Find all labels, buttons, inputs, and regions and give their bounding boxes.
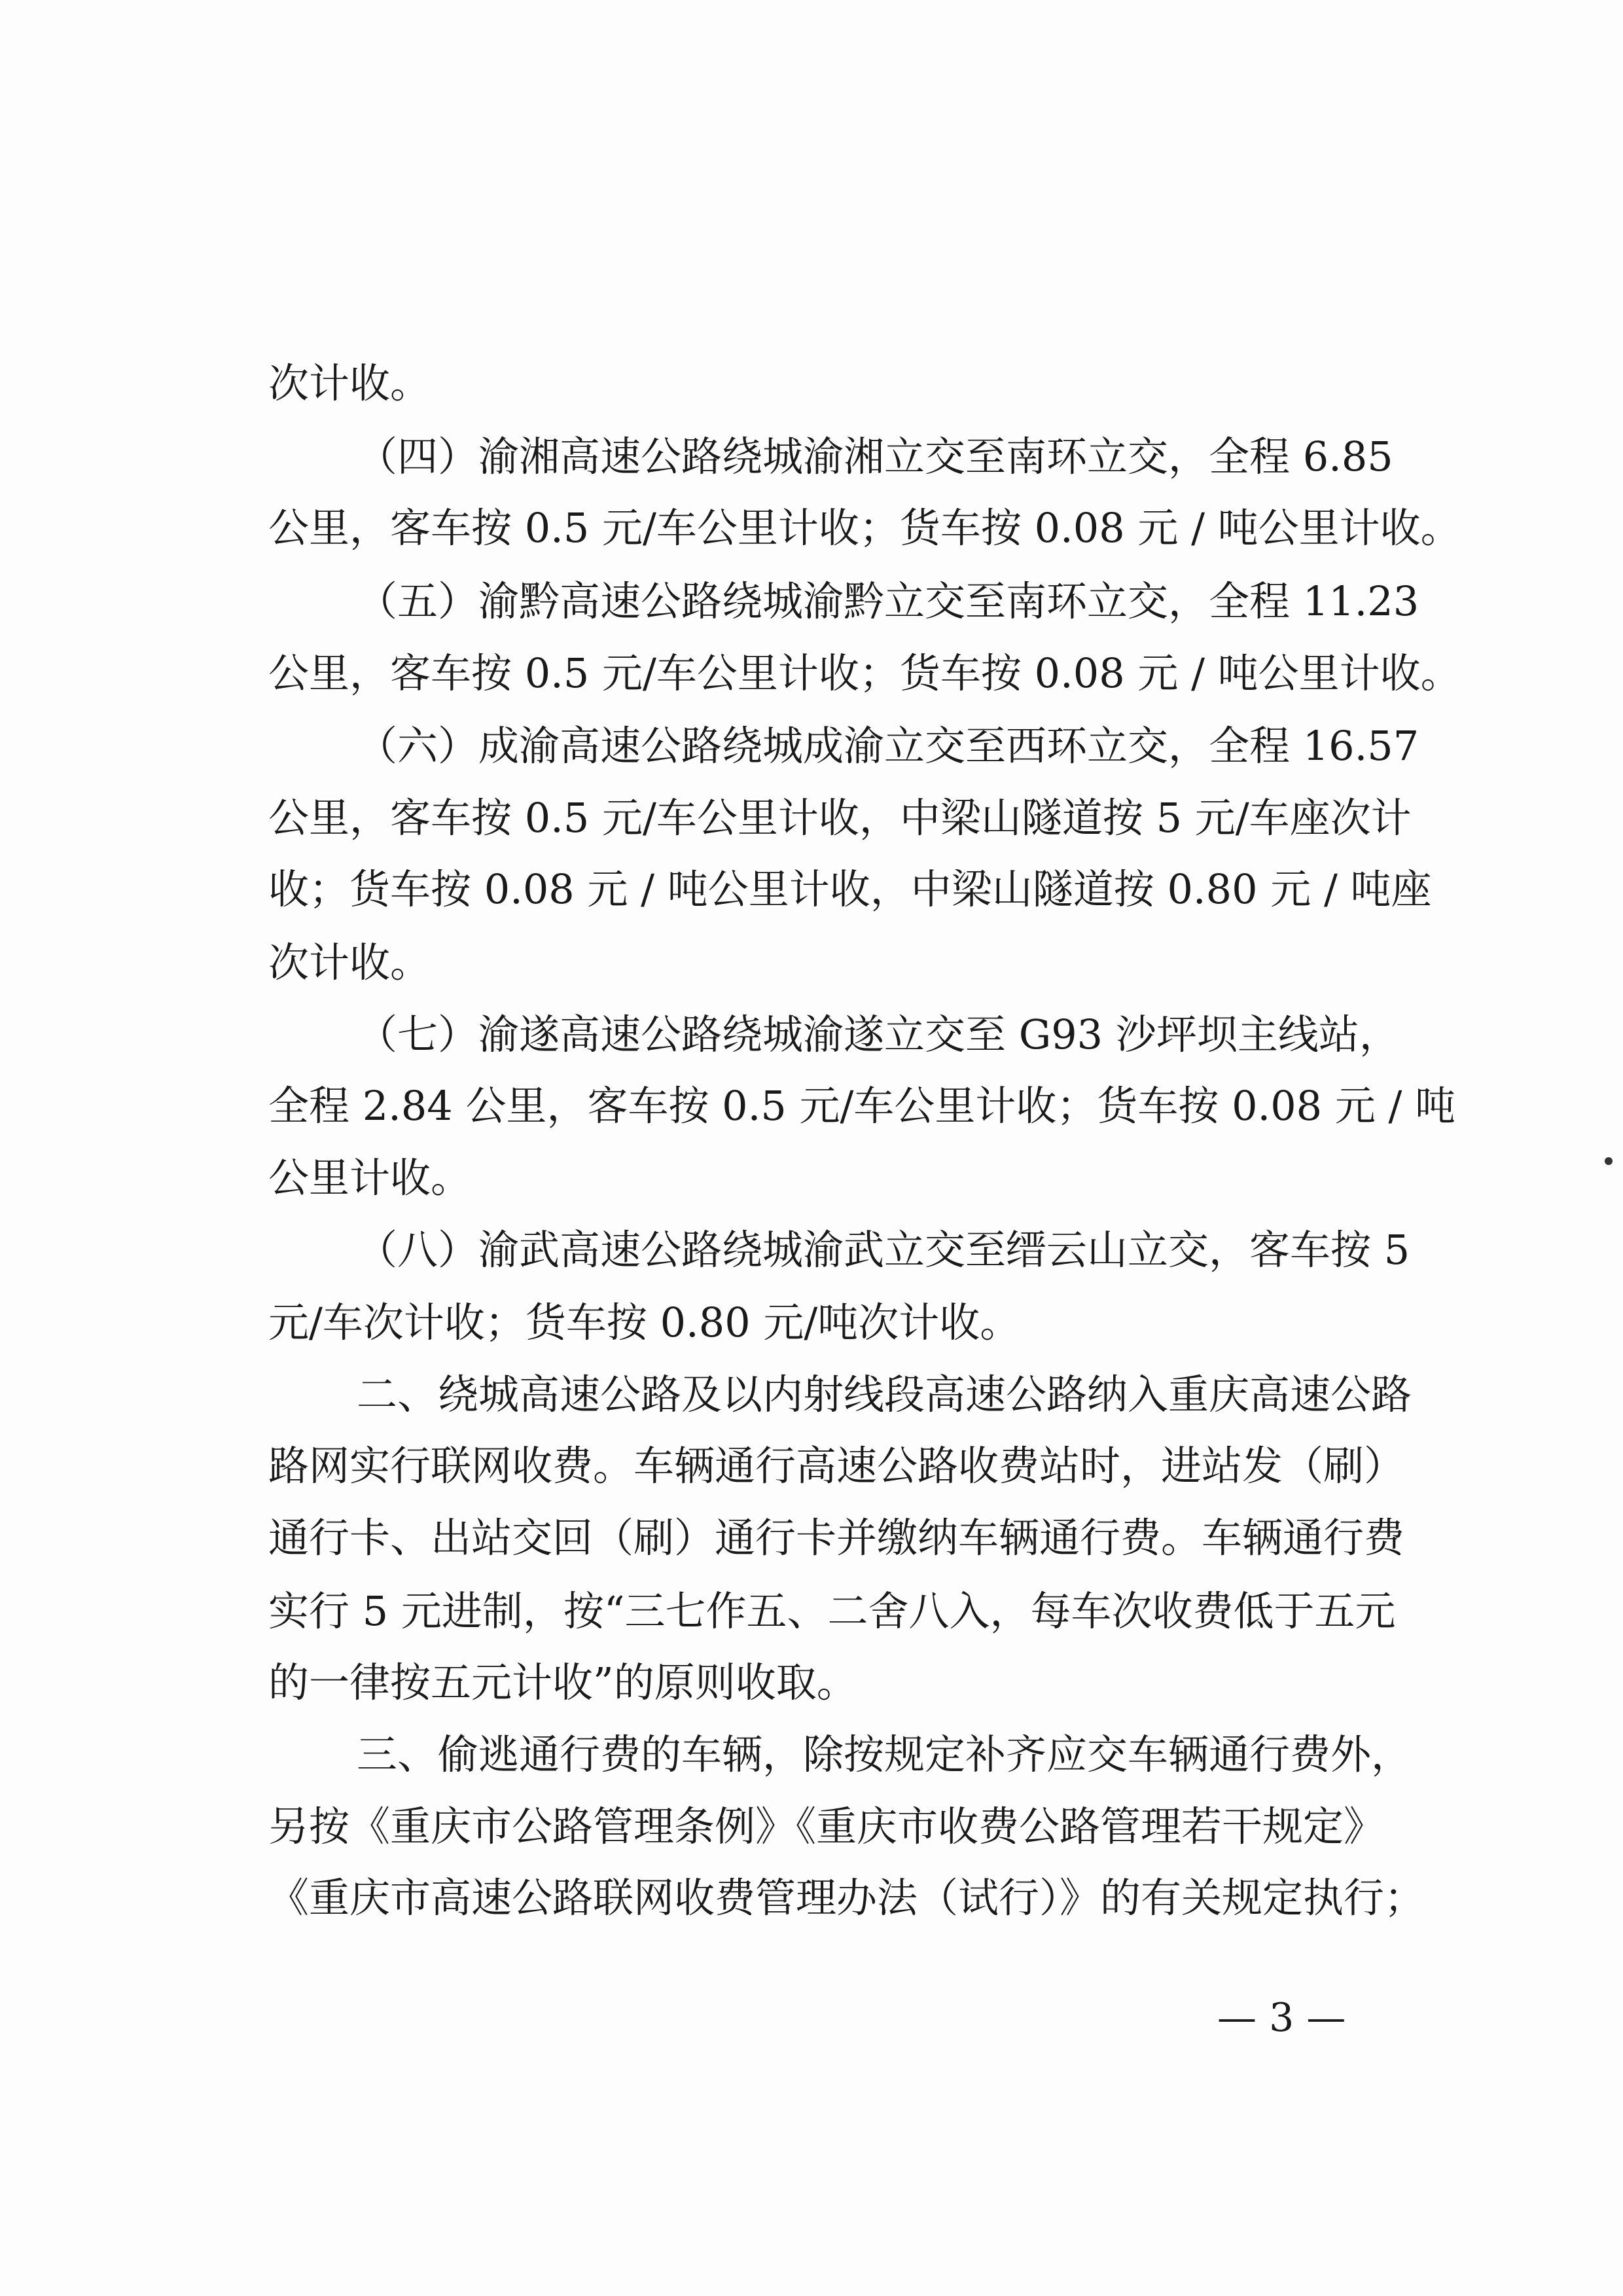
text-line-17: 通行卡、出站交回（刷）通行卡并缴纳车辆通行费。车辆通行费: [268, 1514, 1405, 1562]
text-line-6: （六）成渝高速公路绕城成渝立交至西环立交，全程 16.57: [357, 722, 1419, 770]
text-line-3: 公里，客车按 0.5 元/车公里计收；货车按 0.08 元 / 吨公里计收。: [268, 504, 1461, 552]
scan-speck: [1605, 1157, 1613, 1165]
text-line-13: （八）渝武高速公路绕城渝武立交至缙云山立交，客车按 5: [357, 1226, 1410, 1274]
text-line-11: 全程 2.84 公里，客车按 0.5 元/车公里计收；货车按 0.08 元 / 吨: [268, 1082, 1456, 1130]
text-line-15: 二、绕城高速公路及以内射线段高速公路纳入重庆高速公路: [357, 1371, 1412, 1418]
text-line-5: 公里，客车按 0.5 元/车公里计收；货车按 0.08 元 / 吨公里计收。: [268, 649, 1461, 697]
text-line-12: 公里计收。: [268, 1154, 472, 1202]
text-line-1: 次计收。: [268, 359, 431, 407]
text-line-9: 次计收。: [268, 939, 431, 986]
text-line-19: 的一律按五元计收”的原则收取。: [268, 1659, 857, 1706]
text-line-14: 元/车次计收；货车按 0.80 元/吨次计收。: [268, 1299, 1021, 1346]
text-line-2: （四）渝湘高速公路绕城渝湘立交至南环立交，全程 6.85: [357, 433, 1393, 480]
text-line-8: 收；货车按 0.08 元 / 吨公里计收，中梁山隧道按 0.80 元 / 吨座: [268, 865, 1432, 913]
text-line-18: 实行 5 元进制，按“三七作五、二舍八入，每车次收费低于五元: [268, 1587, 1396, 1635]
text-line-16: 路网实行联网收费。车辆通行高速公路收费站时，进站发（刷）: [268, 1442, 1405, 1490]
text-line-4: （五）渝黔高速公路绕城渝黔立交至南环立交，全程 11.23: [357, 577, 1419, 625]
page-number: — 3 —: [1217, 1995, 1346, 2041]
text-line-10: （七）渝遂高速公路绕城渝遂立交至 G93 沙坪坝主线站，: [357, 1011, 1400, 1058]
text-line-7: 公里，客车按 0.5 元/车公里计收，中梁山隧道按 5 元/车座次计: [268, 794, 1412, 842]
text-line-21: 另按《重庆市公路管理条例》《重庆市收费公路管理若干规定》: [268, 1803, 1385, 1850]
text-line-20: 三、偷逃通行费的车辆，除按规定补齐应交车辆通行费外，: [357, 1731, 1412, 1778]
text-line-22: 《重庆市高速公路联网收费管理办法（试行）》的有关规定执行；: [268, 1874, 1425, 1922]
